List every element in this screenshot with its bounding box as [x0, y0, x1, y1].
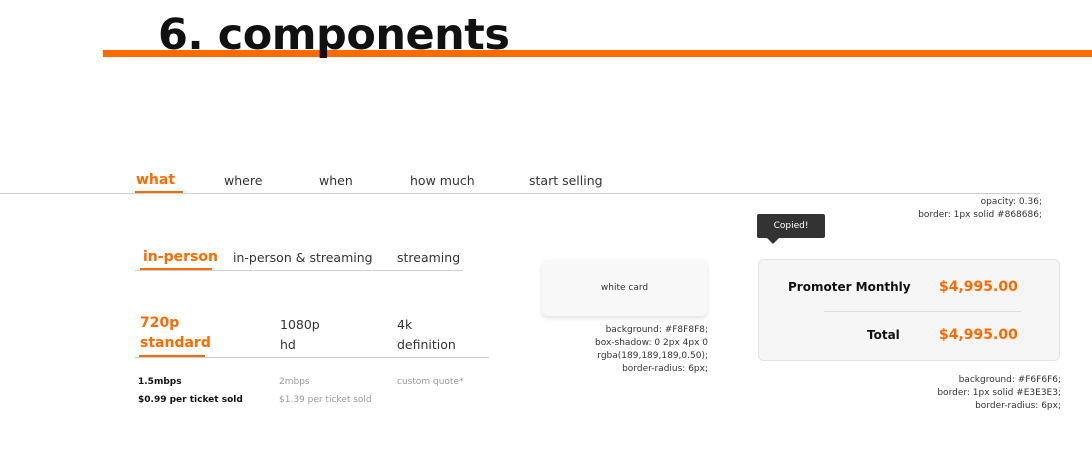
tab-style-note [918, 196, 1042, 222]
summary-card [758, 259, 1060, 361]
resolution-quality: standard [140, 335, 211, 351]
spec-line: border-radius: 6px; [622, 364, 708, 374]
price-1080p: $1.39 per ticket sold [279, 395, 372, 405]
bandwidth-720p: 1.5mbps [138, 377, 182, 387]
spec-line: rgba(189,189,189,0.50); [597, 351, 708, 361]
event-type-streaming[interactable]: streaming [397, 250, 461, 265]
active-tab-indicator [135, 191, 183, 193]
summary-label-total: Total [867, 328, 900, 342]
summary-amount-promoter-monthly: $4,995.00 [939, 279, 1018, 295]
spec-line: border-radius: 6px; [975, 401, 1061, 411]
resolution-quality: definition [397, 337, 456, 352]
resolution-active-indicator [139, 355, 205, 357]
price-720p: $0.99 per ticket sold [138, 395, 243, 405]
resolution-name: 720p [140, 315, 180, 331]
spec-line: border: 1px solid #E3E3E3; [937, 388, 1061, 398]
white-card-spec [595, 324, 708, 376]
tab-start-selling[interactable]: start selling [529, 173, 603, 188]
page-title: 6. components [158, 10, 510, 60]
event-type-in-person-streaming[interactable]: in-person & streaming [233, 250, 373, 265]
bandwidth-4k: custom quote* [397, 377, 464, 387]
spec-line: box-shadow: 0 2px 4px 0 [595, 338, 708, 348]
spec-line: background: #F8F8F8; [605, 325, 708, 335]
white-card-label: white card [600, 283, 649, 293]
event-type-baseline [135, 270, 463, 271]
resolution-option-1080p[interactable] [280, 315, 320, 355]
event-type-active-indicator [140, 268, 212, 270]
resolution-name: 1080p [280, 317, 320, 332]
tab-what[interactable]: what [136, 172, 176, 188]
summary-card-spec [937, 374, 1061, 413]
summary-amount-total: $4,995.00 [939, 327, 1018, 343]
summary-divider [824, 311, 1021, 312]
tab-where[interactable]: where [224, 173, 263, 188]
note-line: border: 1px solid #868686; [918, 210, 1042, 220]
copied-tooltip [757, 214, 825, 238]
resolution-option-4k[interactable] [397, 315, 456, 355]
resolution-option-720p[interactable] [140, 313, 211, 353]
spec-line: background: #F6F6F6; [958, 375, 1061, 385]
tooltip-text: Copied! [773, 221, 809, 231]
tab-how-much[interactable]: how much [410, 173, 475, 188]
resolution-quality: hd [280, 337, 296, 352]
white-card [542, 260, 707, 316]
resolution-baseline [135, 357, 489, 358]
summary-label-promoter-monthly: Promoter Monthly [788, 280, 911, 294]
bandwidth-1080p: 2mbps [279, 377, 310, 387]
note-line: opacity: 0.36; [980, 197, 1042, 207]
tabs-baseline [0, 193, 1040, 194]
event-type-in-person[interactable]: in-person [143, 249, 218, 265]
tooltip-arrow-icon [767, 238, 779, 244]
resolution-name: 4k [397, 317, 413, 332]
tab-when[interactable]: when [319, 173, 353, 188]
